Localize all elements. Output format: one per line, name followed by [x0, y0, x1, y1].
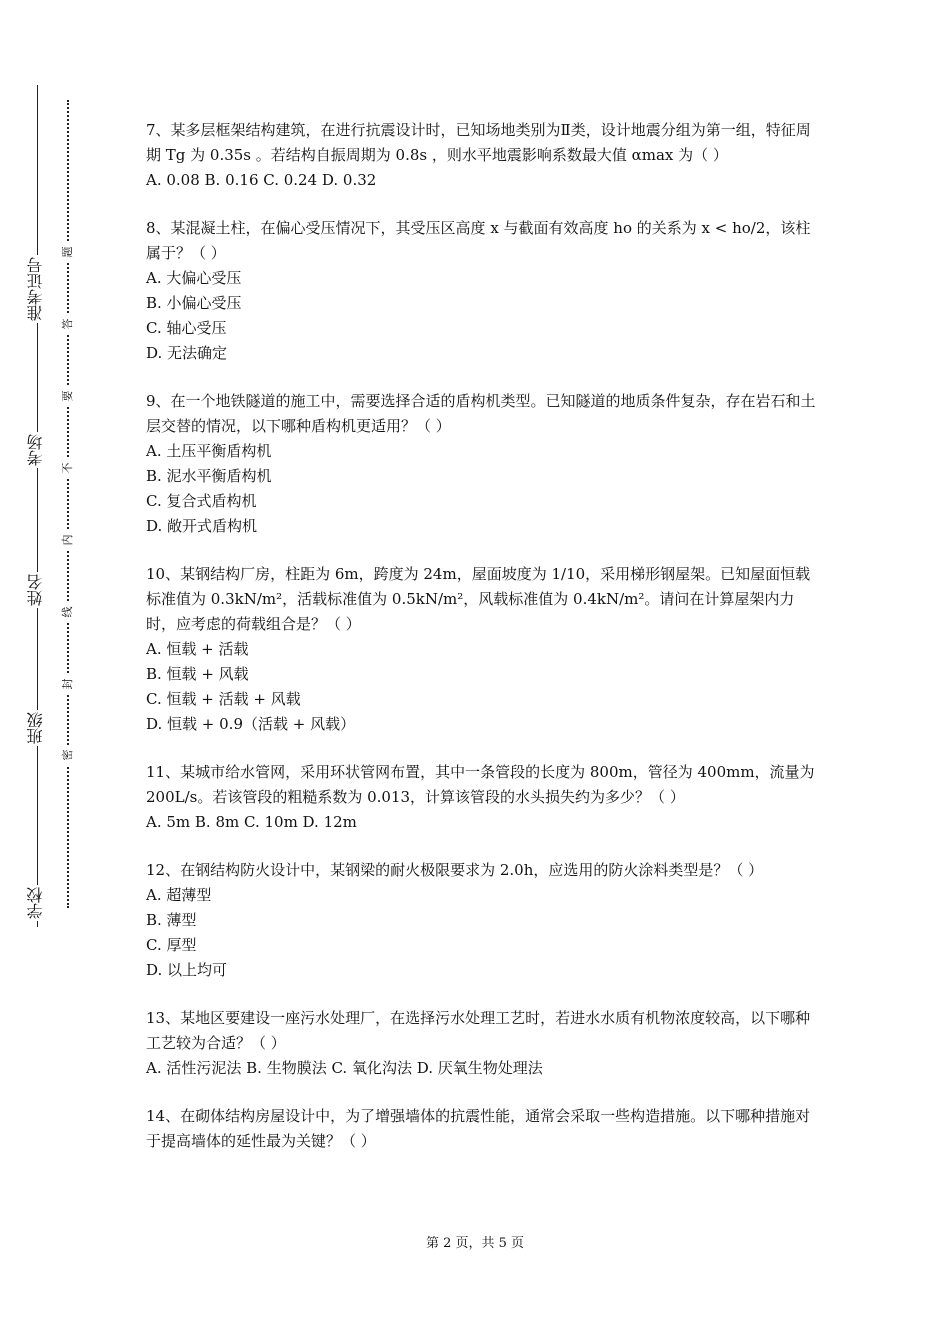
binding-solid-line — [37, 85, 38, 927]
binding-dotted-line — [67, 100, 69, 908]
seal-char: 封 — [59, 674, 77, 694]
binding-margin — [0, 0, 100, 1344]
seal-char: 答 — [59, 314, 77, 334]
option-a: A. 恒载 + 活载 — [146, 640, 249, 658]
option-line: A. 活性污泥法 B. 生物膜法 C. 氧化沟法 D. 厌氧生物处理法 — [146, 1059, 543, 1077]
question-stem: 11、某城市给水管网，采用环状管网布置，其中一条管段的长度为 800m，管径为 400mm，流量为 200L/s。若该管段的粗糙系数为 0.013，计算该管段的水头损失约为多少？（ ） — [146, 763, 815, 806]
question-stem: 13、某地区要建设一座污水处理厂，在选择污水处理工艺时，若进水水质有机物浓度较高，以下哪种工艺较为合适？（ ） — [146, 1009, 811, 1052]
option-b: B. 恒载 + 风载 — [146, 665, 249, 683]
question-7 — [146, 118, 816, 193]
option-a: A. 大偏心受压 — [146, 269, 242, 287]
question-stem: 14、在砌体结构房屋设计中，为了增强墙体的抗震性能，通常会采取一些构造措施。以下哪种措施对于提高墙体的延性最为关键？（ ） — [146, 1107, 811, 1150]
question-8 — [146, 216, 816, 366]
option-line: A. 0.08 B. 0.16 C. 0.24 D. 0.32 — [146, 171, 377, 189]
page-number: 第 2 页，共 5 页 — [425, 1236, 525, 1251]
seal-char: 密 — [59, 745, 77, 765]
seal-char: 要 — [59, 386, 77, 406]
option-d: D. 无法确定 — [146, 344, 228, 362]
question-stem: 7、某多层框架结构建筑，在进行抗震设计时，已知场地类别为Ⅱ类，设计地震分组为第一组，特征周期 Tg 为 0.35s 。若结构自振周期为 0.8s ，则水平地震影响系数最大值 αmax 为（ ） — [146, 121, 811, 164]
option-c: C. 恒载 + 活载 + 风载 — [146, 690, 301, 708]
question-13 — [146, 1006, 816, 1081]
option-c: C. 轴心受压 — [146, 319, 227, 337]
question-9 — [146, 389, 816, 539]
option-d: D. 以上均可 — [146, 961, 228, 979]
option-b: B. 薄型 — [146, 911, 197, 929]
field-class: 班级 — [18, 710, 54, 746]
option-d: D. 敞开式盾构机 — [146, 517, 258, 535]
question-list — [146, 118, 816, 1177]
question-stem: 12、在钢结构防火设计中，某钢梁的耐火极限要求为 2.0h，应选用的防火涂料类型是？（ ） — [146, 861, 764, 879]
question-stem: 8、某混凝土柱，在偏心受压情况下，其受压区高度 x 与截面有效高度 ho 的关系为 x < ho/2，该柱属于？（ ） — [146, 219, 811, 262]
question-stem: 9、在一个地铁隧道的施工中，需要选择合适的盾构机类型。已知隧道的地质条件复杂，存在岩石和土层交替的情况，以下哪种盾构机更适用？（ ） — [146, 392, 816, 435]
option-c: C. 厚型 — [146, 936, 197, 954]
option-d: D. 恒载 + 0.9（活载 + 风载） — [146, 715, 356, 733]
field-ticket-number: 准考证号 — [18, 255, 54, 323]
option-b: B. 泥水平衡盾构机 — [146, 467, 272, 485]
question-10 — [146, 562, 816, 737]
option-b: B. 小偏心受压 — [146, 294, 242, 312]
option-c: C. 复合式盾构机 — [146, 492, 257, 510]
seal-char: 不 — [59, 458, 77, 478]
option-a: A. 超薄型 — [146, 886, 212, 904]
seal-char: 线 — [59, 602, 77, 622]
field-name: 姓名 — [18, 572, 54, 608]
question-14 — [146, 1104, 816, 1154]
field-exam-room: 考场 — [18, 432, 54, 468]
seal-char: 内 — [59, 530, 77, 550]
seal-char: 题 — [59, 242, 77, 262]
question-stem: 10、某钢结构厂房，柱距为 6m，跨度为 24m，屋面坡度为 1/10，采用梯形钢屋架。已知屋面恒载标准值为 0.3kN/m²，活载标准值为 0.5kN/m²，风载标准值为 0.4kN/m²。请问在计算屋架内力时，应考虑的荷载组合是？（ ） — [146, 565, 811, 633]
option-line: A. 5m B. 8m C. 10m D. 12m — [146, 813, 357, 831]
field-school: 学校 — [18, 885, 54, 921]
option-a: A. 土压平衡盾构机 — [146, 442, 272, 460]
question-11 — [146, 760, 816, 835]
question-12 — [146, 858, 816, 983]
